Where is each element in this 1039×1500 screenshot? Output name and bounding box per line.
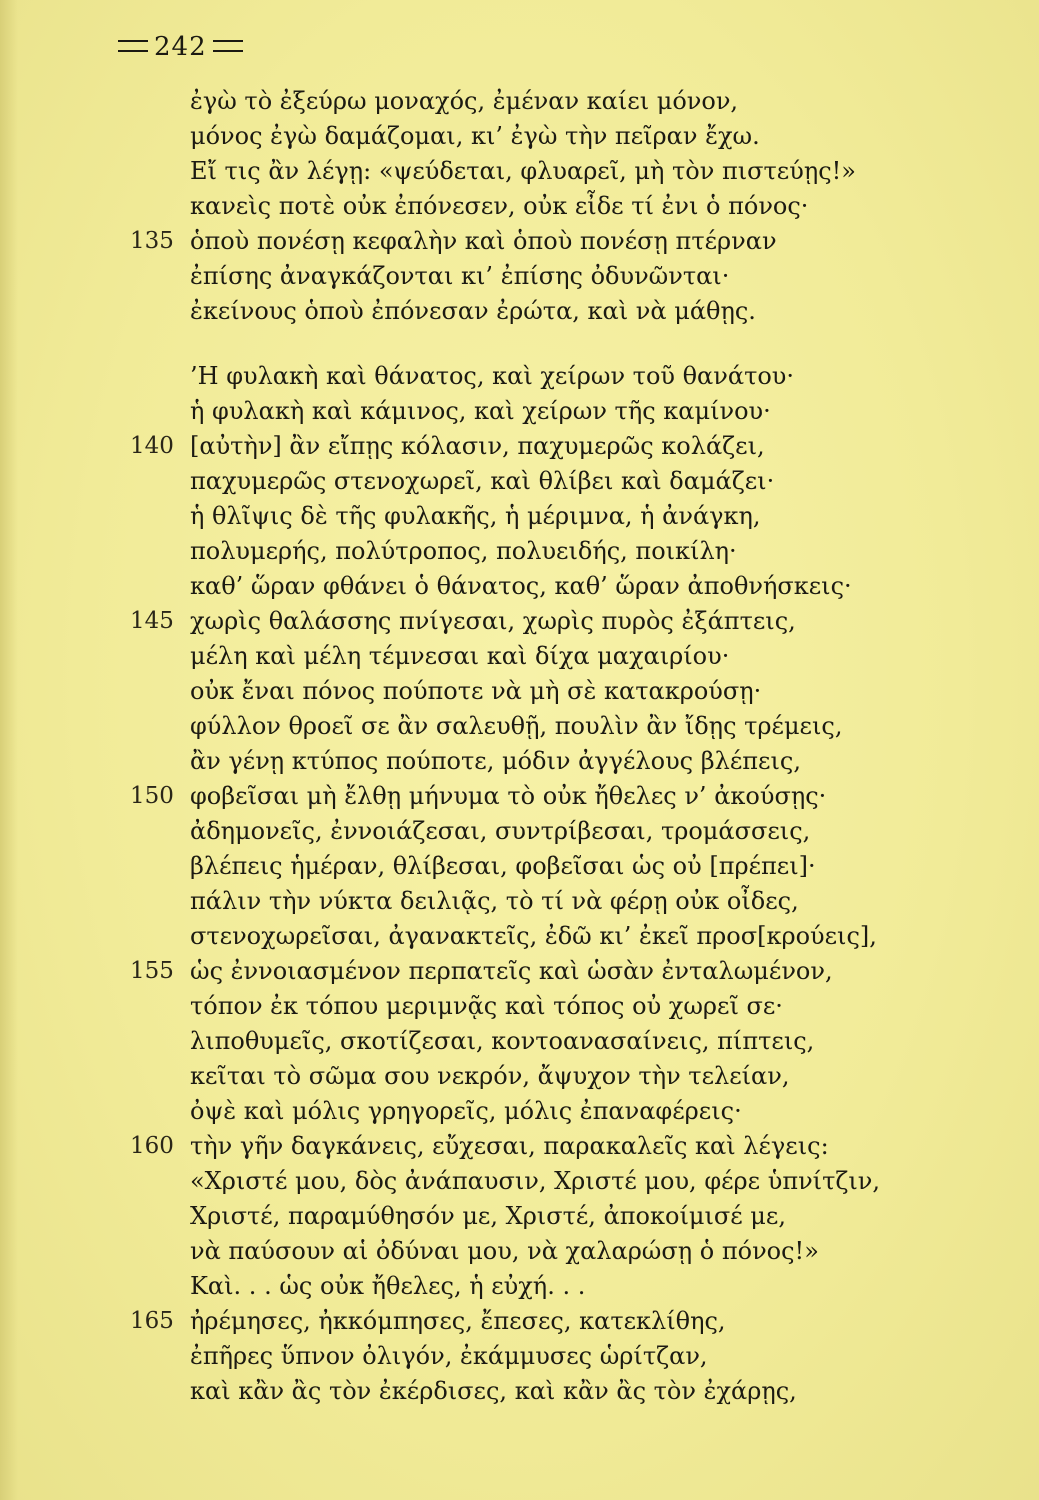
verse-text: λιποθυμεῖς, σκοτίζεσαι, κοντοανασαίνεις, πίπτεις, [190,1027,815,1055]
verse-text: ἠρέμησες, ἠκκόμπησες, ἔπεσες, κατεκλίθης, [190,1307,726,1335]
line-number: 145 [130,608,174,634]
page-number: 242 [154,32,207,62]
verse-text: ἐπίσης ἀναγκάζονται κι’ ἐπίσης ὀδυνῶνται· [190,262,730,290]
verse-text: χωρὶς θαλάσσης πνίγεσαι, χωρὶς πυρὸς ἐξάπτεις, [190,607,796,635]
verse-text: ἡ θλῖψις δὲ τῆς φυλακῆς, ἡ μέριμνα, ἡ ἀνάγκη, [190,502,761,530]
verse-text: βλέπεις ἡμέραν, θλίβεσαι, φοβεῖσαι ὡς οὐ [πρέπει]· [190,852,816,880]
verse-text: φύλλον θροεῖ σε ἂν σαλευθῇ, πουλὶν ἂν ἴδῃς τρέμεις, [190,712,843,740]
verse-line [130,919,930,954]
line-number: 140 [130,433,174,459]
verse-line [130,294,930,329]
verse-line [130,154,930,189]
verse-line [130,1374,930,1409]
verse-text: ἐγὼ τὸ ἐξεύρω μοναχός, ἐμέναν καίει μόνον, [190,87,739,115]
verse-line [130,429,930,464]
verse-line [130,119,930,154]
verse-text: πολυμερής, πολύτροπος, πολυειδής, ποικίλη· [190,537,737,565]
verse-line [130,604,930,639]
verse-text: ἐκείνους ὁποὺ ἐπόνεσαν ἐρώτα, καὶ νὰ μάθῃς. [190,297,756,325]
verse-text: [αὐτὴν] ἂν εἴπῃς κόλασιν, παχυμερῶς κολάζει, [190,432,765,460]
verse-text: Χριστέ, παραμύθησόν με, Χριστέ, ἀποκοίμισέ με, [190,1202,786,1230]
verse-line [130,1234,930,1269]
line-number: 150 [130,783,174,809]
verse-line [130,1269,930,1304]
verse-text: καθ’ ὥραν φθάνει ὁ θάνατος, καθ’ ὥραν ἀποθνήσκεις· [190,572,852,600]
verse-line [130,1129,930,1164]
verse-line [130,989,930,1024]
page-binding-shadow [0,0,18,1500]
verse-line [130,534,930,569]
verse-line [130,1024,930,1059]
verse-text: μόνος ἐγὼ δαμάζομαι, κι’ ἐγὼ τὴν πεῖραν ἔχω. [190,122,760,150]
verse-text: κανεὶς ποτὲ οὐκ ἐπόνεσεν, οὐκ εἶδε τί ἐνι ὁ πόνος· [190,192,809,220]
line-number: 155 [130,958,174,984]
verse-text: ὀψὲ καὶ μόλις γρηγορεῖς, μόλις ἐπαναφέρεις· [190,1097,742,1125]
verse-line [130,464,930,499]
page-header [112,32,249,62]
verse-line [130,1094,930,1129]
verse-text: «Χριστέ μου, δὸς ἀνάπαυσιν, Χριστέ μου, φέρε ὑπνίτζιν, [190,1167,880,1195]
verse-line [130,779,930,814]
verse-line [130,359,930,394]
verse-text: ἂν γένῃ κτύπος πούποτε, μόδιν ἀγγέλους βλέπεις, [190,747,801,775]
stanza-gap [130,329,930,359]
verse-line [130,709,930,744]
verse-line [130,954,930,989]
verse-line [130,569,930,604]
verse-text: ἡ φυλακὴ καὶ κάμινος, καὶ χείρων τῆς καμίνου· [190,397,771,425]
verse-text: κεῖται τὸ σῶμα σου νεκρόν, ἄψυχον τὴν τελείαν, [190,1062,790,1090]
verse-line [130,1059,930,1094]
verse-line [130,1199,930,1234]
header-left-rule [118,40,148,52]
verse-line [130,849,930,884]
verse-text: φοβεῖσαι μὴ ἔλθῃ μήνυμα τὸ οὐκ ἤθελες ν’ ἀκούσῃς· [190,782,827,810]
verse-block [130,84,930,1409]
verse-line [130,499,930,534]
verse-line [130,884,930,919]
verse-text: μέλη καὶ μέλη τέμνεσαι καὶ δίχα μαχαιρίου· [190,642,730,670]
verse-text: ὡς ἐννοιασμένον περπατεῖς καὶ ὡσὰν ἐνταλωμένον, [190,957,833,985]
line-number: 160 [130,1133,174,1159]
verse-line [130,1164,930,1199]
verse-text: Εἴ τις ἂν λέγῃ: «ψεύδεται, φλυαρεῖ, μὴ τὸν πιστεύῃς!» [190,157,856,185]
line-number: 165 [130,1308,174,1334]
verse-text: ὁποὺ πονέσῃ κεφαλὴν καὶ ὁποὺ πονέσῃ πτέρναν [190,227,777,255]
verse-line [130,259,930,294]
verse-line [130,674,930,709]
header-right-rule [213,40,243,52]
verse-text: τόπον ἐκ τόπου μεριμνᾷς καὶ τόπος οὐ χωρεῖ σε· [190,992,783,1020]
verse-line [130,1339,930,1374]
verse-text: ἀδημονεῖς, ἐννοιάζεσαι, συντρίβεσαι, τρομάσσεις, [190,817,811,845]
verse-text: Καὶ. . . ὡς οὐκ ἤθελες, ἡ εὐχή. . . [190,1272,586,1300]
verse-line [130,639,930,674]
verse-line [130,1304,930,1339]
verse-text: ’Η φυλακὴ καὶ θάνατος, καὶ χείρων τοῦ θανάτου· [190,362,795,390]
verse-text: παχυμερῶς στενοχωρεῖ, καὶ θλίβει καὶ δαμάζει· [190,467,775,495]
verse-line [130,394,930,429]
verse-line [130,224,930,259]
verse-line [130,84,930,119]
verse-line [130,189,930,224]
verse-text: οὐκ ἔναι πόνος πούποτε νὰ μὴ σὲ κατακρούσῃ· [190,677,762,705]
verse-text: τὴν γῆν δαγκάνεις, εὔχεσαι, παρακαλεῖς καὶ λέγεις: [190,1132,829,1160]
verse-text: πάλιν τὴν νύκτα δειλιᾷς, τὸ τί νὰ φέρῃ οὐκ οἶδες, [190,887,799,915]
verse-text: νὰ παύσουν αἱ ὀδύναι μου, νὰ χαλαρώσῃ ὁ πόνος!» [190,1237,819,1265]
verse-text: ἐπῆρες ὕπνον ὀλιγόν, ἐκάμμυσες ὡρίτζαν, [190,1342,708,1370]
line-number: 135 [130,228,174,254]
verse-line [130,814,930,849]
verse-text: καὶ κἂν ἂς τὸν ἐκέρδισες, καὶ κἂν ἂς τὸν ἐχάρῃς, [190,1377,797,1405]
verse-text: στενοχωρεῖσαι, ἀγανακτεῖς, ἐδῶ κι’ ἐκεῖ προσ[κρούεις], [190,922,877,950]
verse-line [130,744,930,779]
